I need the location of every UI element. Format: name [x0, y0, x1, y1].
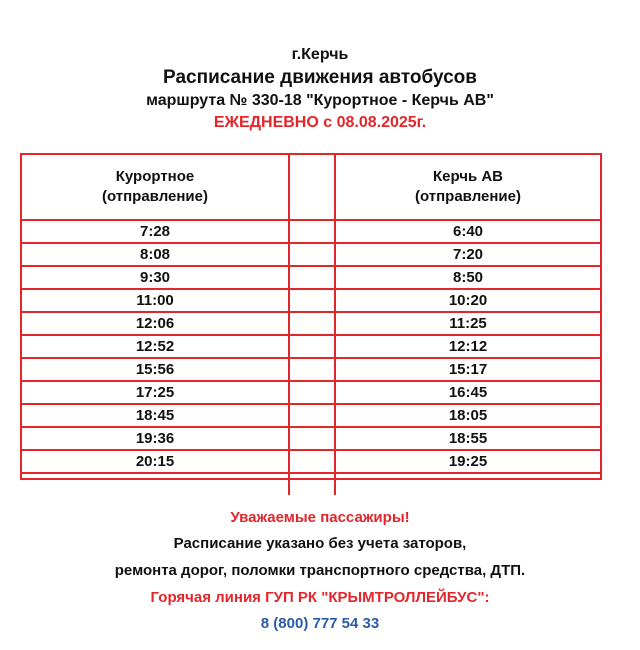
route-name: маршрута № 330-18 "Курортное - Керчь АВ"	[146, 92, 494, 109]
departure-kurortnoe: 15:56	[22, 358, 289, 381]
hotline-label: Горячая линия ГУП РК "КРЫМТРОЛЛЕЙБУС":	[150, 589, 490, 606]
departure-kerch-av: 19:25	[335, 450, 600, 473]
departure-kurortnoe: 18:45	[22, 404, 289, 427]
table-row	[22, 289, 600, 312]
row-spacer	[289, 404, 335, 427]
column-header-name: Керчь АВ	[432, 168, 504, 185]
table-header-row	[22, 155, 600, 220]
city-name: г.Керчь	[291, 46, 349, 63]
departure-kurortnoe: 11:00	[22, 289, 289, 312]
table-row	[22, 450, 600, 473]
table-row	[22, 335, 600, 358]
column-spacer	[289, 155, 335, 220]
table-row	[22, 381, 600, 404]
departure-kurortnoe	[22, 473, 289, 495]
table-row	[22, 266, 600, 289]
departure-kurortnoe: 19:36	[22, 427, 289, 450]
departure-kurortnoe: 8:08	[22, 243, 289, 266]
notice-line-2: ремонта дорог, поломки транспортного средства, ДТП.	[114, 562, 526, 579]
departure-kurortnoe: 9:30	[22, 266, 289, 289]
departure-kurortnoe: 20:15	[22, 450, 289, 473]
table-row	[22, 404, 600, 427]
column-header-sub: (отправление)	[101, 188, 208, 205]
departure-kerch-av: 10:20	[335, 289, 600, 312]
notice-greeting: Уважаемые пассажиры!	[230, 509, 410, 526]
row-spacer	[289, 473, 335, 495]
departure-kerch-av: 18:55	[335, 427, 600, 450]
departure-kerch-av: 8:50	[335, 266, 600, 289]
table-row	[22, 220, 600, 243]
schedule-header	[0, 44, 640, 134]
hotline-phone: 8 (800) 777 54 33	[260, 615, 380, 632]
page-title: Расписание движения автобусов	[163, 67, 477, 88]
departure-kurortnoe: 12:06	[22, 312, 289, 335]
column-header-sub: (отправление)	[414, 188, 521, 205]
schedule-table	[20, 153, 602, 480]
departure-kurortnoe: 7:28	[22, 220, 289, 243]
column-header-kerch-av	[335, 155, 600, 220]
row-spacer	[289, 243, 335, 266]
departure-kerch-av: 7:20	[335, 243, 600, 266]
passenger-notice	[0, 506, 640, 637]
table-row	[22, 427, 600, 450]
departure-kerch-av: 6:40	[335, 220, 600, 243]
table-row	[22, 473, 600, 495]
table-row	[22, 243, 600, 266]
effective-date: ЕЖЕДНЕВНО с 08.08.2025г.	[213, 114, 427, 131]
row-spacer	[289, 450, 335, 473]
row-spacer	[289, 427, 335, 450]
table-row	[22, 358, 600, 381]
column-header-name: Курортное	[115, 168, 195, 185]
table-row	[22, 312, 600, 335]
departure-kerch-av: 15:17	[335, 358, 600, 381]
departure-kurortnoe: 17:25	[22, 381, 289, 404]
row-spacer	[289, 312, 335, 335]
departure-kerch-av: 16:45	[335, 381, 600, 404]
departure-kurortnoe: 12:52	[22, 335, 289, 358]
row-spacer	[289, 381, 335, 404]
row-spacer	[289, 358, 335, 381]
departure-kerch-av: 12:12	[335, 335, 600, 358]
row-spacer	[289, 289, 335, 312]
row-spacer	[289, 266, 335, 289]
row-spacer	[289, 335, 335, 358]
departure-kerch-av: 18:05	[335, 404, 600, 427]
departure-kerch-av: 11:25	[335, 312, 600, 335]
notice-line-1: Расписание указано без учета заторов,	[173, 535, 467, 552]
departure-kerch-av	[335, 473, 600, 495]
row-spacer	[289, 220, 335, 243]
column-header-kurortnoe	[22, 155, 289, 220]
